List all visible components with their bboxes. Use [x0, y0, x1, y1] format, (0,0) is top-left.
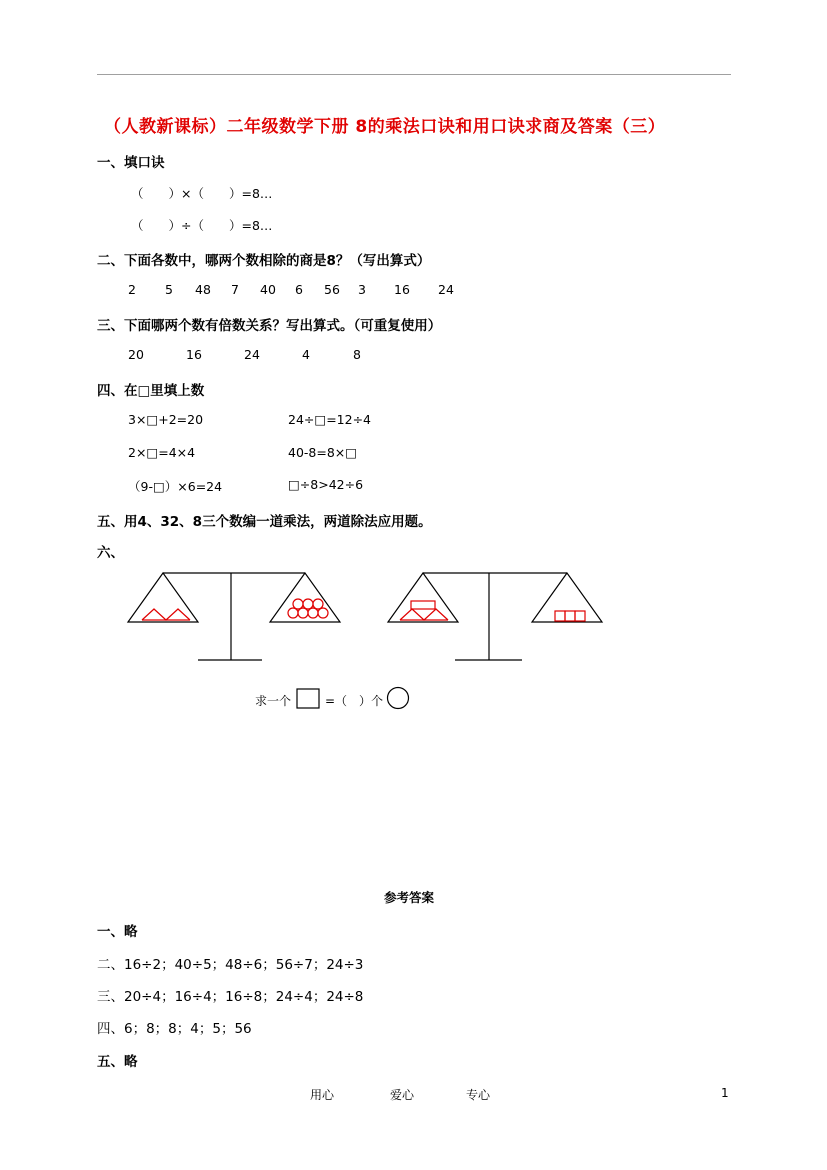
number-item: 48 — [195, 282, 211, 297]
footer-word: 用心 — [310, 1088, 335, 1102]
number-item: 3 — [358, 282, 366, 297]
section2-heading: 二、下面各数中，哪两个数相除的商是8？（写出算式） — [97, 253, 431, 269]
triangle-icon — [400, 601, 448, 620]
number-item: 24 — [438, 282, 454, 297]
number-item: 4 — [302, 347, 310, 362]
equation: （9-□）×6=24 — [128, 479, 223, 494]
number-item: 6 — [295, 282, 303, 297]
page-number: 1 — [721, 1086, 729, 1100]
number-item: 24 — [244, 347, 260, 362]
answer-3: 三、20÷4；16÷4；16÷8；24÷4；24÷8 — [97, 989, 364, 1005]
section1-line2: （ ）÷（ ）=8… — [131, 218, 273, 233]
number-item: 16 — [394, 282, 410, 297]
answer-2: 二、16÷2；40÷5；48÷6；56÷7；24÷3 — [97, 957, 364, 973]
number-item: 5 — [165, 282, 173, 297]
number-item: 40 — [260, 282, 276, 297]
number-item: 56 — [324, 282, 340, 297]
number-item: 2 — [128, 282, 136, 297]
square-icon — [297, 689, 319, 708]
answer-1: 一、略 — [97, 924, 138, 940]
equation: 2×□=4×4 — [128, 445, 196, 460]
document-title: （人教新课标）二年级数学下册 8的乘法口诀和用口诀求商及答案（三） — [104, 117, 666, 137]
question-prefix: 求一个 — [255, 694, 292, 708]
number-item: 8 — [353, 347, 361, 362]
balance-scale-left — [128, 573, 340, 660]
answer-5: 五、略 — [97, 1054, 138, 1070]
equation: 3×□+2=20 — [128, 412, 204, 427]
footer-word: 专心 — [466, 1088, 491, 1102]
equation: 24÷□=12÷4 — [288, 412, 371, 427]
section3-heading: 三、下面哪两个数有倍数关系？写出算式。（可重复使用） — [97, 318, 442, 334]
number-item: 20 — [128, 347, 144, 362]
question-mid: =（ ）个 — [325, 694, 384, 708]
answers-heading: 参考答案 — [384, 890, 435, 905]
number-item: 7 — [231, 282, 239, 297]
section4-heading: 四、在□里填上数 — [97, 383, 205, 399]
equation: 40-8=8×□ — [288, 445, 358, 460]
footer-word: 爱心 — [390, 1088, 415, 1102]
number-item: 16 — [186, 347, 202, 362]
section1-heading: 一、填口诀 — [97, 155, 165, 171]
circle-icon — [288, 599, 328, 618]
section5-heading: 五、用4、32、8三个数编一道乘法，两道除法应用题。 — [97, 514, 432, 530]
equation: □÷8>42÷6 — [288, 477, 364, 492]
answer-4: 四、6；8；8；4；5；56 — [97, 1021, 252, 1037]
circle-icon — [388, 688, 409, 709]
triangle-icon — [142, 609, 190, 620]
section1-line1: （ ）×（ ）=8… — [131, 186, 273, 201]
section6-heading: 六、 — [97, 545, 124, 561]
square-icon — [555, 611, 585, 621]
